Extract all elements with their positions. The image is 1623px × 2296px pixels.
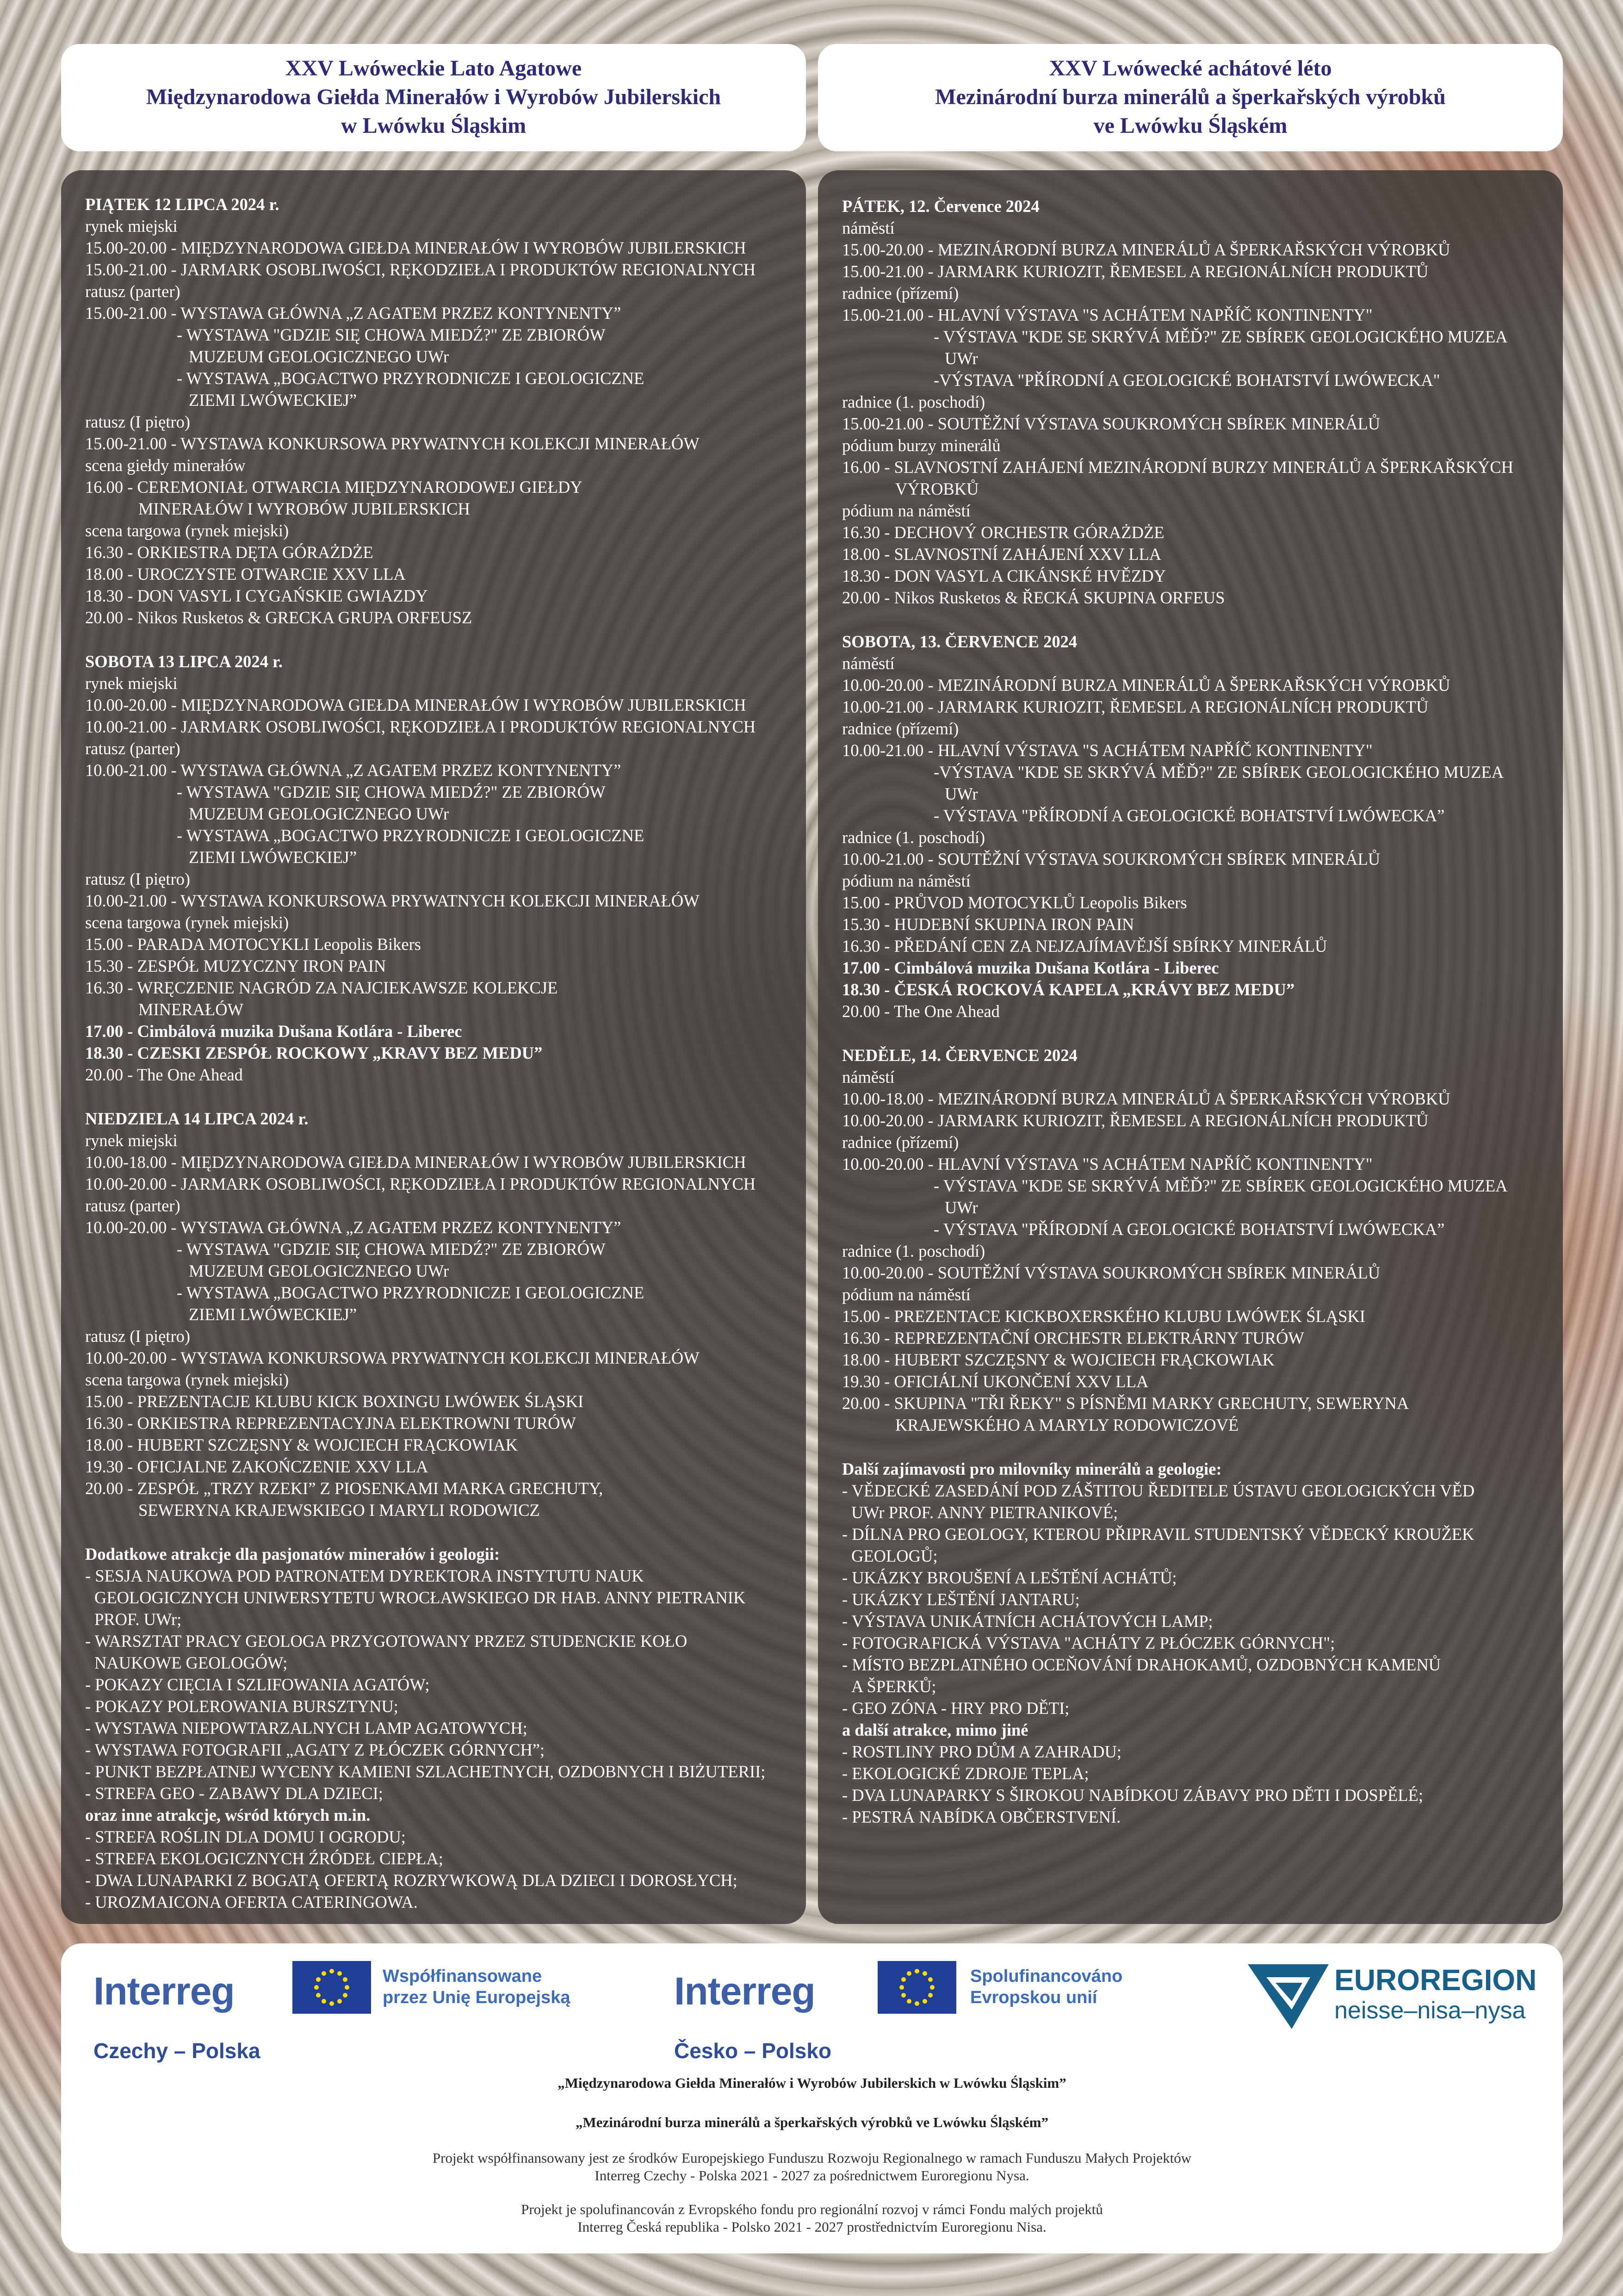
program-line: 19.30 - OFICJALNE ZAKOŃCZENIE XXV LLA: [85, 1457, 428, 1476]
program-line: MUZEUM GEOLOGICZNEGO UWr: [189, 1261, 449, 1280]
extras-item: - PESTRÁ NABÍDKA OBČERSTVENÍ.: [842, 1807, 1121, 1826]
program-line: - VÝSTAVA "PŘÍRODNÍ A GEOLOGICKÉ BOHATSTVÍ LWÓWECKA”: [934, 1220, 1445, 1239]
program-line: MUZEUM GEOLOGICZNEGO UWr: [189, 347, 449, 366]
program-line-highlight: 17.00 - Cimbálová muzika Dušana Kotlára - Liberec: [842, 958, 1219, 977]
venue-label: ratusz (parter): [85, 282, 180, 301]
venue-label: scena targowa (rynek miejski): [85, 521, 289, 540]
eu-cofinanced-cz: [970, 1966, 1122, 2008]
program-line: SEWERYNA KRAJEWSKIEGO I MARYLI RODOWICZ: [138, 1501, 540, 1520]
extras-subheading: a další atrakce, mimo jiné: [842, 1720, 1028, 1739]
header-cz-line1: XXV Lwówecké achátové léto: [1049, 56, 1332, 81]
extras-item: - VÝSTAVA UNIKÁTNÍCH ACHÁTOVÝCH LAMP;: [842, 1612, 1213, 1631]
venue-label: rynek miejski: [85, 217, 178, 236]
program-line: - VÝSTAVA "KDE SE SKRÝVÁ MĚĎ?" ZE SBÍREK GEOLOGICKÉHO MUZEA: [934, 1176, 1508, 1195]
program-line: 10.00-20.00 - MIĘDZYNARODOWA GIEŁDA MINERAŁÓW I WYROBÓW JUBILERSKICH: [85, 695, 746, 714]
program-line: 19.30 - OFICIÁLNÍ UKONČENÍ XXV LLA: [842, 1372, 1149, 1391]
extras-item: GEOLOGŮ;: [851, 1546, 938, 1565]
extras-item: - FOTOGRAFICKÁ VÝSTAVA "ACHÁTY Z PŁÓCZEK GÓRNYCH";: [842, 1633, 1335, 1652]
program-line: - WYSTAWA "GDZIE SIĘ CHOWA MIEDŹ?" ZE ZBIORÓW: [177, 325, 606, 344]
program-line: 16.00 - CEREMONIAŁ OTWARCIA MIĘDZYNARODOWEJ GIEŁDY: [85, 478, 582, 496]
extras-item: PROF. UWr;: [94, 1610, 182, 1629]
program-line: -VÝSTAVA "PŘÍRODNÍ A GEOLOGICKÉ BOHATSTVÍ LWÓWECKA": [934, 371, 1440, 390]
program-line: -VÝSTAVA "KDE SE SKRÝVÁ MĚĎ?" ZE SBÍREK GEOLOGICKÉHO MUZEA: [934, 763, 1504, 782]
venue-label: ratusz (parter): [85, 739, 180, 758]
program-line: 16.30 - ORKIESTRA DĘTA GÓRAŻDŻE: [85, 543, 373, 562]
extras-item: - UKÁZKY BROUŠENÍ A LEŠTĚNÍ ACHÁTŮ;: [842, 1568, 1177, 1587]
extras-item: - STREFA ROŚLIN DLA DOMU I OGRODU;: [85, 1827, 406, 1846]
program-line: 16.30 - REPREZENTAČNÍ ORCHESTR ELEKTRÁRNY TURÓW: [842, 1328, 1304, 1347]
program-line-highlight: 17.00 - Cimbálová muzika Dušana Kotlára - Liberec: [85, 1022, 462, 1041]
program-line: 15.00 - PREZENTACE KICKBOXERSKÉHO KLUBU LWÓWEK ŚLĄSKI: [842, 1307, 1365, 1326]
program-line: 15.00-21.00 - WYSTAWA GŁÓWNA „Z AGATEM PRZEZ KONTYNENTY”: [85, 304, 621, 323]
venue-label: náměstí: [842, 218, 895, 237]
extras-subheading: oraz inne atrakcje, wśród których m.in.: [85, 1806, 371, 1824]
extras-item: - UKÁZKY LEŠTĚNÍ JANTARU;: [842, 1590, 1080, 1609]
venue-label: radnice (přízemí): [842, 719, 959, 738]
program-line: 10.00-18.00 - MEZINÁRODNÍ BURZA MINERÁLŮ A ŠPERKAŘSKÝCH VÝROBKŮ: [842, 1089, 1450, 1108]
extras-item: - POKAZY POLEROWANIA BURSZTYNU;: [85, 1697, 398, 1716]
extras-item: - WYSTAWA NIEPOWTARZALNYCH LAMP AGATOWYCH;: [85, 1719, 527, 1738]
day-heading: NEDĚLE, 14. ČERVENCE 2024: [842, 1046, 1078, 1065]
extras-item: - WYSTAWA FOTOGRAFII „AGATY Z PŁÓCZEK GÓRNYCH”;: [85, 1740, 545, 1759]
extras-item: - DÍLNA PRO GEOLOGY, KTEROU PŘIPRAVIL STUDENTSKÝ VĚDECKÝ KROUŽEK: [842, 1525, 1474, 1544]
program-line: MUZEUM GEOLOGICZNEGO UWr: [189, 804, 449, 823]
program-line: ZIEMI LWÓWECKIEJ”: [189, 391, 357, 410]
extras-item: - UROZMAICONA OFERTA CATERINGOWA.: [85, 1893, 418, 1911]
program-panel-polish: [61, 170, 806, 1924]
program-line: 10.00-20.00 - WYSTAWA KONKURSOWA PRYWATNYCH KOLEKCJI MINERAŁÓW: [85, 1348, 700, 1367]
header-cz-line2: Mezinárodní burza minerálů a šperkařských výrobků: [935, 85, 1446, 109]
venue-label: ratusz (I piętro): [85, 869, 191, 888]
extras-item: - STREFA EKOLOGICZNYCH ŹRÓDEŁ CIEPŁA;: [85, 1849, 443, 1868]
program-line: 20.00 - Nikos Rusketos & ŘECKÁ SKUPINA ORFEUS: [842, 588, 1225, 607]
program-line: 10.00-21.00 - JARMARK OSOBLIWOŚCI, RĘKODZIEŁA I PRODUKTÓW REGIONALNYCH: [85, 717, 756, 736]
program-line: 15.00-21.00 - WYSTAWA KONKURSOWA PRYWATNYCH KOLEKCJI MINERAŁÓW: [85, 434, 700, 453]
program-line: 10.00-20.00 - JARMARK OSOBLIWOŚCI, RĘKODZIEŁA I PRODUKTÓW REGIONALNYCH: [85, 1174, 756, 1193]
interreg-logo-pl: Interreg: [93, 1969, 235, 2013]
program-line-highlight: 18.30 - CZESKI ZESPÓŁ ROCKOWY „KRAVY BEZ MEDU”: [85, 1043, 543, 1062]
eu-stars-icon: [878, 1961, 956, 2014]
extras-item: - DVA LUNAPARKY S ŠIROKOU NABÍDKOU ZÁBAVY PRO DĚTI I DOSPĚLÉ;: [842, 1786, 1423, 1805]
footer-funding: [61, 1943, 1563, 2253]
program-line: 16.30 - DECHOVÝ ORCHESTR GÓRAŻDŻE: [842, 523, 1165, 542]
program-line: - WYSTAWA „BOGACTWO PRZYRODNICZE I GEOLOGICZNE: [177, 826, 644, 845]
program-line: 20.00 - The One Ahead: [842, 1002, 1000, 1021]
program-line: 15.00-20.00 - MIĘDZYNARODOWA GIEŁDA MINERAŁÓW I WYROBÓW JUBILERSKICH: [85, 238, 746, 257]
venue-label: náměstí: [842, 654, 895, 673]
program-line: 15.00-20.00 - MEZINÁRODNÍ BURZA MINERÁLŮ A ŠPERKAŘSKÝCH VÝROBKŮ: [842, 240, 1450, 259]
project-title-pl: „Międzynarodowa Giełda Minerałów i Wyrobów Jubilerskich w Lwówku Śląskim”: [558, 2075, 1066, 2091]
program-line: 10.00-21.00 - JARMARK KURIOZIT, ŘEMESEL A REGIONÁLNÍCH PRODUKTŮ: [842, 697, 1429, 716]
program-line: UWr: [945, 1198, 978, 1217]
extras-heading: Další zajímavosti pro milovníky minerálů a geologie:: [842, 1459, 1222, 1478]
funding-note-cz-1: Projekt je spolufinancován z Evropského fondu pro regionální rozvoj v rámci Fondu malých projektů: [521, 2201, 1103, 2217]
program-line: 10.00-21.00 - SOUTĚŽNÍ VÝSTAVA SOUKROMÝCH SBÍREK MINERÁLŮ: [842, 850, 1381, 869]
venue-label: radnice (přízemí): [842, 1133, 959, 1152]
program-line: 10.00-20.00 - SOUTĚŽNÍ VÝSTAVA SOUKROMÝCH SBÍREK MINERÁLŮ: [842, 1263, 1381, 1282]
eu-flag-icon: [292, 1961, 371, 2014]
program-line: 16.30 - ORKIESTRA REPREZENTACYJNA ELEKTROWNI TURÓW: [85, 1414, 576, 1433]
program-line: 10.00-21.00 - WYSTAWA GŁÓWNA „Z AGATEM PRZEZ KONTYNENTY”: [85, 761, 621, 780]
program-line: 16.30 - WRĘCZENIE NAGRÓD ZA NAJCIEKAWSZE KOLEKCJE: [85, 978, 558, 997]
euroregion-logo-icon: [1248, 1964, 1329, 2029]
program-line: 10.00-20.00 - JARMARK KURIOZIT, ŘEMESEL A REGIONÁLNÍCH PRODUKTŮ: [842, 1111, 1429, 1130]
project-title-cz: „Mezinárodní burza minerálů a šperkařských výrobků ve Lwówku Śląském”: [576, 2114, 1048, 2130]
eu-cofinanced-pl-line1: Współfinansowane: [383, 1967, 542, 1986]
euroregion-name: EUROREGION: [1334, 1963, 1537, 1997]
venue-label: radnice (1. poschodí): [842, 1241, 985, 1260]
extras-item: - DWA LUNAPARKI Z BOGATĄ OFERTĄ ROZRYWKOWĄ DLA DZIECI I DOROSŁYCH;: [85, 1871, 737, 1890]
extras-item: - POKAZY CIĘCIA I SZLIFOWANIA AGATÓW;: [85, 1675, 430, 1694]
program-line: - WYSTAWA "GDZIE SIĘ CHOWA MIEDŹ?" ZE ZBIORÓW: [177, 782, 606, 801]
extras-item: NAUKOWE GEOLOGÓW;: [94, 1653, 288, 1672]
extras-item: - MÍSTO BEZPLATNÉHO OCEŇOVÁNÍ DRAHOKAMŮ, OZDOBNÝCH KAMENŮ: [842, 1655, 1441, 1674]
day-heading: SOBOTA 13 LIPCA 2024 r.: [85, 652, 283, 671]
extras-item: - GEO ZÓNA - HRY PRO DĚTI;: [842, 1699, 1070, 1718]
program-line-highlight: 18.30 - ČESKÁ ROCKOVÁ KAPELA „KRÁVY BEZ MEDU”: [842, 980, 1295, 999]
funding-note-cz-2: Interreg Česká republika - Polsko 2021 - 2027 prostřednictvím Euroregionu Nisa.: [577, 2219, 1047, 2235]
extras-item: - WARSZTAT PRACY GEOLOGA PRZYGOTOWANY PRZEZ STUDENCKIE KOŁO: [85, 1632, 688, 1651]
header-polish: [61, 44, 806, 151]
header-cz-line3: ve Lwówku Śląském: [1093, 113, 1288, 138]
venue-label: pódium na náměstí: [842, 1285, 971, 1304]
program-line: 18.00 - HUBERT SZCZĘSNY & WOJCIECH FRĄCKOWIAK: [85, 1435, 518, 1454]
funding-note-pl-2: Interreg Czechy - Polska 2021 - 2027 za pośrednictwem Euroregionu Nysa.: [595, 2167, 1029, 2184]
eu-cofinanced-pl: [383, 1966, 570, 2008]
program-line: 20.00 - ZESPÓŁ „TRZY RZEKI” Z PIOSENKAMI MARKA GRECHUTY,: [85, 1479, 603, 1498]
program-line: 18.30 - DON VASYL I CYGAŃSKIE GWIAZDY: [85, 586, 428, 605]
program-line: UWr: [945, 784, 978, 803]
extras-item: - ROSTLINY PRO DŮM A ZAHRADU;: [842, 1742, 1121, 1761]
venue-label: scena targowa (rynek miejski): [85, 913, 289, 932]
program-line: MINERAŁÓW I WYROBÓW JUBILERSKICH: [138, 499, 470, 518]
day-heading: NIEDZIELA 14 LIPCA 2024 r.: [85, 1109, 309, 1128]
interreg-logo-cz: Interreg: [674, 1969, 815, 2013]
program-line: 15.00-21.00 - JARMARK KURIOZIT, ŘEMESEL A REGIONÁLNÍCH PRODUKTŮ: [842, 262, 1429, 281]
program-line: 10.00-18.00 - MIĘDZYNARODOWA GIEŁDA MINERAŁÓW I WYROBÓW JUBILERSKICH: [85, 1153, 746, 1172]
program-line: 18.00 - SLAVNOSTNÍ ZAHÁJENÍ XXV LLA: [842, 545, 1162, 564]
program-line: 20.00 - Nikos Rusketos & GRECKA GRUPA ORFEUSZ: [85, 608, 472, 627]
country-label-cz: Česko – Polsko: [674, 2039, 832, 2063]
venue-label: pódium na náměstí: [842, 871, 971, 890]
venue-label: rynek miejski: [85, 674, 178, 693]
program-line: 15.00 - PREZENTACJE KLUBU KICK BOXINGU LWÓWEK ŚLĄSKI: [85, 1392, 584, 1411]
program-line: 15.00-21.00 - SOUTĚŽNÍ VÝSTAVA SOUKROMÝCH SBÍREK MINERÁLŮ: [842, 414, 1381, 433]
program-line: 10.00-21.00 - WYSTAWA KONKURSOWA PRYWATNYCH KOLEKCJI MINERAŁÓW: [85, 891, 700, 910]
extras-item: UWr PROF. ANNY PIETRANIKOVÉ;: [851, 1503, 1118, 1522]
program-line: 18.30 - DON VASYL A CIKÁNSKÉ HVĚZDY: [842, 566, 1166, 585]
program-line: - WYSTAWA „BOGACTWO PRZYRODNICZE I GEOLOGICZNE: [177, 1283, 644, 1302]
program-line: 20.00 - The One Ahead: [85, 1065, 243, 1084]
program-line: 10.00-20.00 - WYSTAWA GŁÓWNA „Z AGATEM PRZEZ KONTYNENTY”: [85, 1218, 621, 1237]
program-line: 20.00 - SKUPINA "TŘI ŘEKY" S PÍSNĚMI MARKY GRECHUTY, SEWERYNA: [842, 1394, 1409, 1413]
extras-item: A ŠPERKŮ;: [851, 1677, 936, 1696]
extras-item: - VĚDECKÉ ZASEDÁNÍ POD ZÁŠTITOU ŘEDITELE ÚSTAVU GEOLOGICKÝCH VĚD: [842, 1481, 1475, 1500]
program-line: 15.30 - HUDEBNÍ SKUPINA IRON PAIN: [842, 915, 1134, 934]
header-czech: [818, 44, 1563, 151]
header-pl-line2: Międzynarodowa Giełda Minerałów i Wyrobów Jubilerskich: [146, 85, 721, 109]
eu-cofinanced-cz-line2: Evropskou unií: [970, 1988, 1097, 2007]
euroregion-subtitle: neisse–nisa–nysa: [1334, 1997, 1526, 2024]
program-line: 15.00-21.00 - HLAVNÍ VÝSTAVA "S ACHÁTEM NAPŘÍČ KONTINENTY": [842, 305, 1373, 324]
program-line: 15.00 - PRŮVOD MOTOCYKLŮ Leopolis Bikers: [842, 893, 1187, 912]
venue-label: radnice (1. poschodí): [842, 828, 985, 847]
program-line: 16.00 - SLAVNOSTNÍ ZAHÁJENÍ MEZINÁRODNÍ BURZY MINERÁLŮ A ŠPERKAŘSKÝCH: [842, 458, 1513, 477]
country-label-pl: Czechy – Polska: [93, 2039, 260, 2063]
program-panel-czech: [818, 170, 1563, 1924]
eu-cofinanced-cz-line1: Spolufinancováno: [970, 1967, 1123, 1986]
program-line: ZIEMI LWÓWECKIEJ”: [189, 1305, 357, 1324]
program-line: 15.30 - ZESPÓŁ MUZYCZNY IRON PAIN: [85, 956, 386, 975]
program-line: MINERAŁÓW: [138, 1000, 244, 1019]
day-heading: PÁTEK, 12. Července 2024: [842, 197, 1040, 216]
venue-label: ratusz (I piętro): [85, 412, 191, 431]
program-line: - VÝSTAVA "PŘÍRODNÍ A GEOLOGICKÉ BOHATSTVÍ LWÓWECKA”: [934, 806, 1445, 825]
program-line: 10.00-21.00 - HLAVNÍ VÝSTAVA "S ACHÁTEM NAPŘÍČ KONTINENTY": [842, 741, 1373, 760]
eu-stars-icon: [292, 1961, 371, 2014]
day-heading: PIĄTEK 12 LIPCA 2024 r.: [85, 195, 279, 214]
program-line: 18.00 - HUBERT SZCZĘSNY & WOJCIECH FRĄCKOWIAK: [842, 1350, 1275, 1369]
program-line: KRAJEWSKÉHO A MARYLY RODOWICZOVÉ: [895, 1415, 1239, 1434]
venue-label: ratusz (parter): [85, 1196, 180, 1215]
program-line: - WYSTAWA „BOGACTWO PRZYRODNICZE I GEOLOGICZNE: [177, 369, 644, 388]
program-line: 10.00-20.00 - HLAVNÍ VÝSTAVA "S ACHÁTEM NAPŘÍČ KONTINENTY": [842, 1154, 1373, 1173]
venue-label: radnice (1. poschodí): [842, 392, 985, 411]
venue-label: náměstí: [842, 1067, 895, 1086]
venue-label: rynek miejski: [85, 1131, 178, 1150]
header-pl-line1: XXV Lwóweckie Lato Agatowe: [285, 56, 582, 81]
extras-item: - PUNKT BEZPŁATNEJ WYCENY KAMIENI SZLACHETNYCH, OZDOBNYCH I BIŻUTERII;: [85, 1762, 766, 1781]
program-line: 10.00-20.00 - MEZINÁRODNÍ BURZA MINERÁLŮ A ŠPERKAŘSKÝCH VÝROBKŮ: [842, 676, 1450, 695]
extras-item: GEOLOGICZNYCH UNIWERSYTETU WROCŁAWSKIEGO DR HAB. ANNY PIETRANIK: [94, 1588, 746, 1607]
venue-label: scena giełdy minerałów: [85, 456, 246, 475]
extras-item: - EKOLOGICKÉ ZDROJE TEPLA;: [842, 1764, 1089, 1783]
program-line: - VÝSTAVA "KDE SE SKRÝVÁ MĚĎ?" ZE SBÍREK GEOLOGICKÉHO MUZEA: [934, 327, 1508, 346]
extras-item: - STREFA GEO - ZABAWY DLA DZIECI;: [85, 1784, 383, 1803]
eu-flag-icon: [878, 1961, 956, 2014]
eu-cofinanced-pl-line2: przez Unię Europejską: [383, 1988, 570, 2007]
program-line: 18.00 - UROCZYSTE OTWARCIE XXV LLA: [85, 565, 406, 583]
venue-label: radnice (přízemí): [842, 284, 959, 303]
venue-label: scena targowa (rynek miejski): [85, 1370, 289, 1389]
program-line: - WYSTAWA "GDZIE SIĘ CHOWA MIEDŹ?" ZE ZBIORÓW: [177, 1240, 606, 1259]
venue-label: pódium na náměstí: [842, 501, 971, 520]
program-line: 15.00 - PARADA MOTOCYKLI Leopolis Bikers: [85, 935, 421, 954]
program-line: VÝROBKŮ: [895, 479, 979, 498]
program-line: 15.00-21.00 - JARMARK OSOBLIWOŚCI, RĘKODZIEŁA I PRODUKTÓW REGIONALNYCH: [85, 260, 756, 279]
funding-note-pl-1: Projekt współfinansowany jest ze środków Europejskiego Funduszu Rozwoju Regionalnego w ramach Funduszu Małych Projektów: [432, 2150, 1192, 2166]
extras-heading: Dodatkowe atrakcje dla pasjonatów minerałów i geologii:: [85, 1545, 500, 1564]
venue-label: ratusz (I piętro): [85, 1327, 191, 1346]
venue-label: pódium burzy minerálů: [842, 436, 1001, 455]
header-pl-line3: w Lwówku Śląskim: [341, 113, 527, 138]
program-line: 16.30 - PŘEDÁNÍ CEN ZA NEJZAJÍMAVĚJŠÍ SBÍRKY MINERÁLŮ: [842, 937, 1327, 956]
day-heading: SOBOTA, 13. ČERVENCE 2024: [842, 632, 1078, 651]
extras-item: - SESJA NAUKOWA POD PATRONATEM DYREKTORA INSTYTUTU NAUK: [85, 1566, 644, 1585]
program-line: ZIEMI LWÓWECKIEJ”: [189, 848, 357, 867]
program-line: UWr: [945, 349, 978, 368]
